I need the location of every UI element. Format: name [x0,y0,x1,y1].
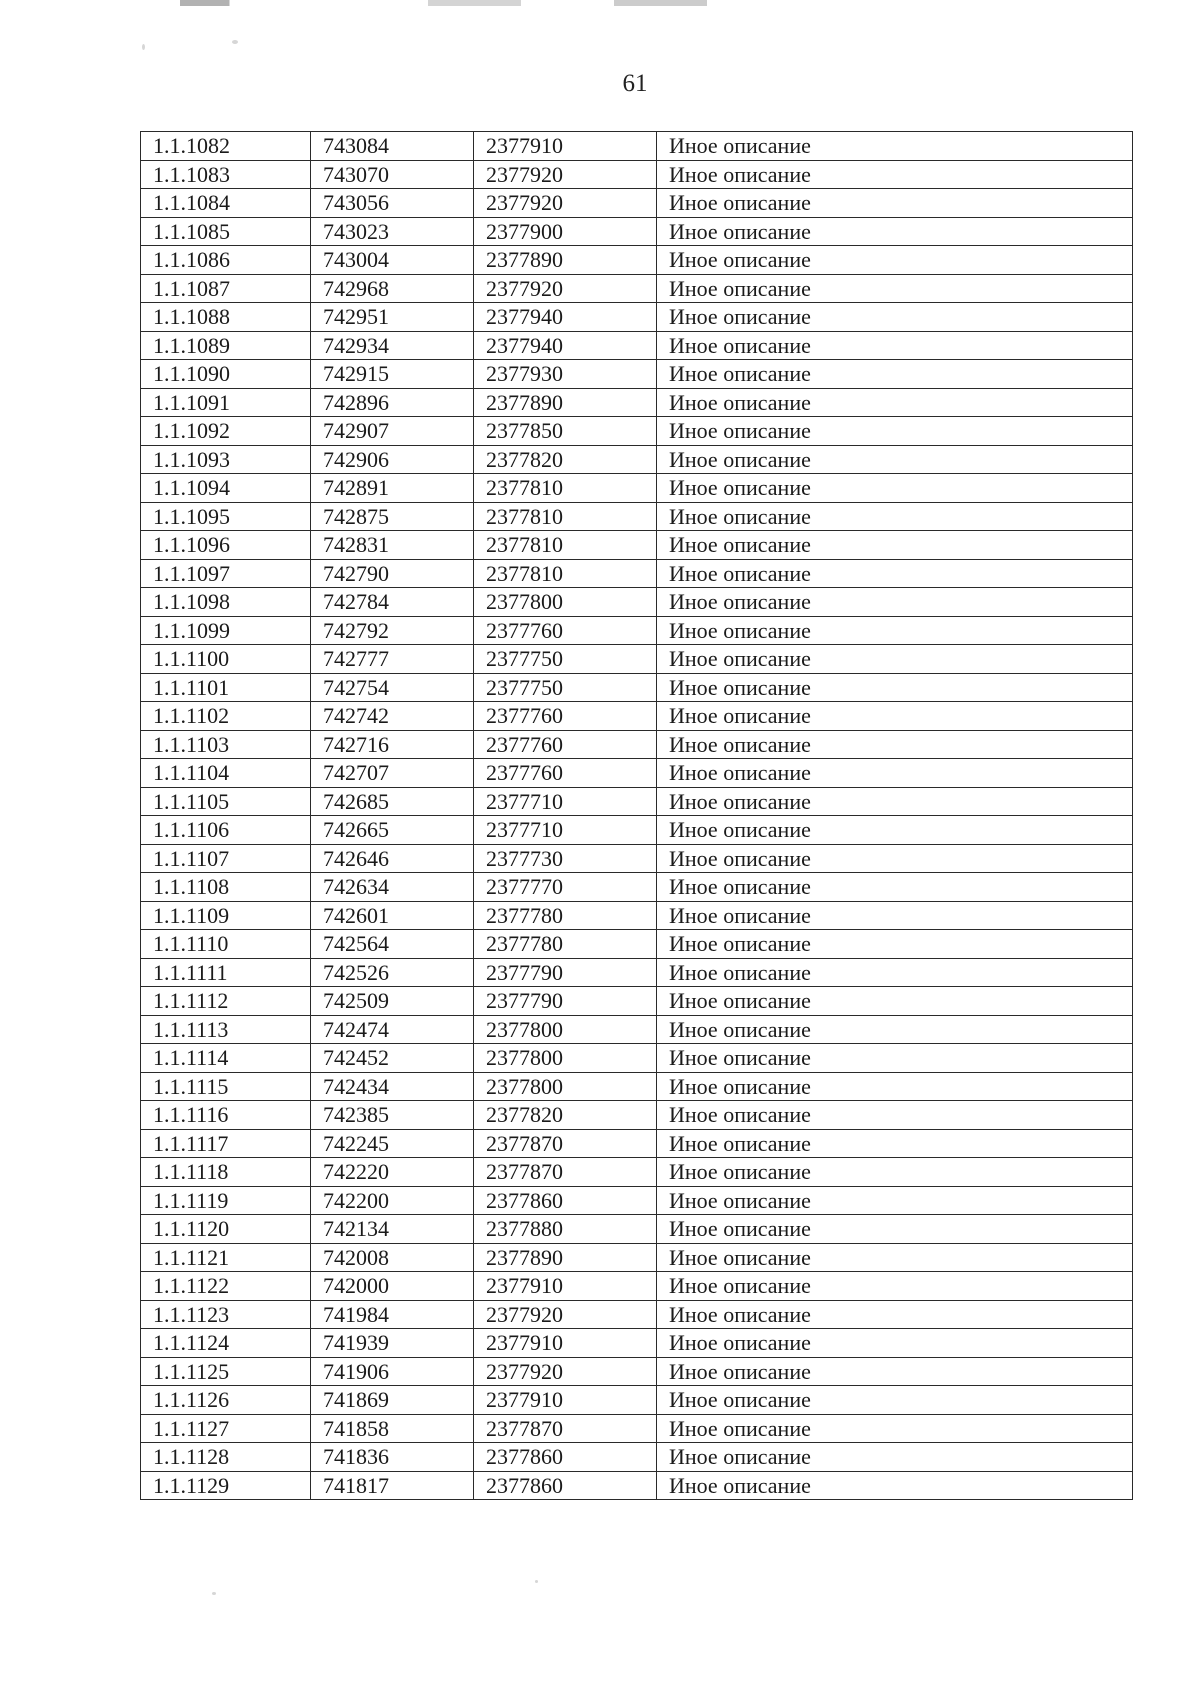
point-number-cell: 1.1.1116 [141,1101,311,1130]
x-coordinate-cell: 742008 [311,1243,474,1272]
point-number-cell: 1.1.1111 [141,958,311,987]
y-coordinate-cell: 2377810 [474,474,657,503]
description-cell: Иное описание [657,1272,1133,1301]
table-row [141,303,1133,332]
description-cell: Иное описание [657,1044,1133,1073]
description-cell: Иное описание [657,901,1133,930]
table-row [141,730,1133,759]
point-number-cell: 1.1.1105 [141,787,311,816]
x-coordinate-cell: 743023 [311,217,474,246]
description-cell: Иное описание [657,588,1133,617]
scan-edge-smudge [180,0,800,6]
x-coordinate-cell: 742790 [311,559,474,588]
y-coordinate-cell: 2377820 [474,445,657,474]
description-cell: Иное описание [657,1471,1133,1500]
description-cell: Иное описание [657,787,1133,816]
description-cell: Иное описание [657,274,1133,303]
table-row [141,531,1133,560]
point-number-cell: 1.1.1126 [141,1386,311,1415]
y-coordinate-cell: 2377770 [474,873,657,902]
x-coordinate-cell: 742564 [311,930,474,959]
x-coordinate-cell: 742474 [311,1015,474,1044]
point-number-cell: 1.1.1089 [141,331,311,360]
point-number-cell: 1.1.1084 [141,189,311,218]
table-row [141,1414,1133,1443]
y-coordinate-cell: 2377940 [474,331,657,360]
x-coordinate-cell: 742906 [311,445,474,474]
table-row [141,1129,1133,1158]
point-number-cell: 1.1.1109 [141,901,311,930]
description-cell: Иное описание [657,1129,1133,1158]
y-coordinate-cell: 2377710 [474,816,657,845]
table-row [141,1386,1133,1415]
y-coordinate-cell: 2377910 [474,1272,657,1301]
scan-speck [535,1580,538,1583]
table-row [141,645,1133,674]
point-number-cell: 1.1.1106 [141,816,311,845]
description-cell: Иное описание [657,1443,1133,1472]
description-cell: Иное описание [657,1015,1133,1044]
table-row [141,901,1133,930]
description-cell: Иное описание [657,1243,1133,1272]
y-coordinate-cell: 2377880 [474,1215,657,1244]
x-coordinate-cell: 742526 [311,958,474,987]
description-cell: Иное описание [657,217,1133,246]
description-cell: Иное описание [657,360,1133,389]
y-coordinate-cell: 2377800 [474,1072,657,1101]
description-cell: Иное описание [657,873,1133,902]
x-coordinate-cell: 743070 [311,160,474,189]
point-number-cell: 1.1.1115 [141,1072,311,1101]
point-number-cell: 1.1.1097 [141,559,311,588]
point-number-cell: 1.1.1129 [141,1471,311,1500]
y-coordinate-cell: 2377760 [474,759,657,788]
point-number-cell: 1.1.1119 [141,1186,311,1215]
x-coordinate-cell: 742968 [311,274,474,303]
table-row [141,759,1133,788]
description-cell: Иное описание [657,160,1133,189]
x-coordinate-cell: 742742 [311,702,474,731]
y-coordinate-cell: 2377870 [474,1158,657,1187]
y-coordinate-cell: 2377920 [474,274,657,303]
y-coordinate-cell: 2377900 [474,217,657,246]
point-number-cell: 1.1.1090 [141,360,311,389]
description-cell: Иное описание [657,987,1133,1016]
description-cell: Иное описание [657,445,1133,474]
y-coordinate-cell: 2377730 [474,844,657,873]
x-coordinate-cell: 742792 [311,616,474,645]
table-row [141,1272,1133,1301]
table-row [141,445,1133,474]
table-row [141,844,1133,873]
table-row [141,1101,1133,1130]
description-cell: Иное описание [657,816,1133,845]
y-coordinate-cell: 2377810 [474,559,657,588]
x-coordinate-cell: 742716 [311,730,474,759]
description-cell: Иное описание [657,673,1133,702]
x-coordinate-cell: 742685 [311,787,474,816]
table-row [141,417,1133,446]
table-row [141,958,1133,987]
y-coordinate-cell: 2377860 [474,1186,657,1215]
x-coordinate-cell: 742875 [311,502,474,531]
table-row [141,1044,1133,1073]
description-cell: Иное описание [657,1386,1133,1415]
x-coordinate-cell: 742777 [311,645,474,674]
y-coordinate-cell: 2377760 [474,702,657,731]
description-cell: Иное описание [657,645,1133,674]
x-coordinate-cell: 742707 [311,759,474,788]
scan-speck [232,40,238,44]
y-coordinate-cell: 2377780 [474,901,657,930]
description-cell: Иное описание [657,1414,1133,1443]
point-number-cell: 1.1.1104 [141,759,311,788]
x-coordinate-cell: 741869 [311,1386,474,1415]
x-coordinate-cell: 743084 [311,132,474,161]
table-row [141,1357,1133,1386]
x-coordinate-cell: 742245 [311,1129,474,1158]
point-number-cell: 1.1.1083 [141,160,311,189]
point-number-cell: 1.1.1113 [141,1015,311,1044]
description-cell: Иное описание [657,417,1133,446]
x-coordinate-cell: 742000 [311,1272,474,1301]
x-coordinate-cell: 743056 [311,189,474,218]
y-coordinate-cell: 2377930 [474,360,657,389]
x-coordinate-cell: 741984 [311,1300,474,1329]
x-coordinate-cell: 741858 [311,1414,474,1443]
y-coordinate-cell: 2377810 [474,531,657,560]
table-row [141,246,1133,275]
x-coordinate-cell: 742934 [311,331,474,360]
description-cell: Иное описание [657,1357,1133,1386]
point-number-cell: 1.1.1121 [141,1243,311,1272]
description-cell: Иное описание [657,189,1133,218]
y-coordinate-cell: 2377790 [474,987,657,1016]
description-cell: Иное описание [657,958,1133,987]
description-cell: Иное описание [657,1329,1133,1358]
description-cell: Иное описание [657,1158,1133,1187]
table-row [141,132,1133,161]
point-number-cell: 1.1.1092 [141,417,311,446]
point-number-cell: 1.1.1102 [141,702,311,731]
point-number-cell: 1.1.1103 [141,730,311,759]
page-number: 61 [622,70,648,97]
description-cell: Иное описание [657,303,1133,332]
description-cell: Иное описание [657,474,1133,503]
y-coordinate-cell: 2377800 [474,1044,657,1073]
table-row [141,702,1133,731]
y-coordinate-cell: 2377750 [474,645,657,674]
point-number-cell: 1.1.1108 [141,873,311,902]
x-coordinate-cell: 742907 [311,417,474,446]
point-number-cell: 1.1.1087 [141,274,311,303]
x-coordinate-cell: 742134 [311,1215,474,1244]
table-row [141,930,1133,959]
y-coordinate-cell: 2377920 [474,1300,657,1329]
point-number-cell: 1.1.1088 [141,303,311,332]
point-number-cell: 1.1.1086 [141,246,311,275]
y-coordinate-cell: 2377800 [474,588,657,617]
table-row [141,502,1133,531]
x-coordinate-cell: 742896 [311,388,474,417]
table-row [141,987,1133,1016]
y-coordinate-cell: 2377870 [474,1129,657,1158]
x-coordinate-cell: 742915 [311,360,474,389]
point-number-cell: 1.1.1107 [141,844,311,873]
y-coordinate-cell: 2377910 [474,1329,657,1358]
point-number-cell: 1.1.1096 [141,531,311,560]
table-row [141,1443,1133,1472]
y-coordinate-cell: 2377760 [474,730,657,759]
table-row [141,873,1133,902]
description-cell: Иное описание [657,1072,1133,1101]
point-number-cell: 1.1.1122 [141,1272,311,1301]
x-coordinate-cell: 741939 [311,1329,474,1358]
table-row [141,360,1133,389]
point-number-cell: 1.1.1101 [141,673,311,702]
x-coordinate-cell: 742754 [311,673,474,702]
x-coordinate-cell: 742452 [311,1044,474,1073]
x-coordinate-cell: 741817 [311,1471,474,1500]
coordinates-table [140,131,1133,1500]
y-coordinate-cell: 2377790 [474,958,657,987]
x-coordinate-cell: 742509 [311,987,474,1016]
y-coordinate-cell: 2377820 [474,1101,657,1130]
description-cell: Иное описание [657,132,1133,161]
y-coordinate-cell: 2377800 [474,1015,657,1044]
point-number-cell: 1.1.1091 [141,388,311,417]
description-cell: Иное описание [657,616,1133,645]
table-row [141,1215,1133,1244]
table-row [141,1300,1133,1329]
table-row [141,559,1133,588]
point-number-cell: 1.1.1125 [141,1357,311,1386]
point-number-cell: 1.1.1093 [141,445,311,474]
table-row [141,1329,1133,1358]
x-coordinate-cell: 742831 [311,531,474,560]
description-cell: Иное описание [657,1101,1133,1130]
x-coordinate-cell: 743004 [311,246,474,275]
y-coordinate-cell: 2377920 [474,1357,657,1386]
y-coordinate-cell: 2377920 [474,189,657,218]
x-coordinate-cell: 742891 [311,474,474,503]
y-coordinate-cell: 2377920 [474,160,657,189]
table-row [141,673,1133,702]
x-coordinate-cell: 741906 [311,1357,474,1386]
table-row [141,189,1133,218]
table-row [141,217,1133,246]
point-number-cell: 1.1.1127 [141,1414,311,1443]
y-coordinate-cell: 2377910 [474,132,657,161]
point-number-cell: 1.1.1117 [141,1129,311,1158]
coordinates-table-body [141,132,1133,1500]
scan-speck [142,44,145,50]
y-coordinate-cell: 2377710 [474,787,657,816]
point-number-cell: 1.1.1082 [141,132,311,161]
point-number-cell: 1.1.1098 [141,588,311,617]
y-coordinate-cell: 2377910 [474,1386,657,1415]
description-cell: Иное описание [657,1215,1133,1244]
description-cell: Иное описание [657,930,1133,959]
y-coordinate-cell: 2377810 [474,502,657,531]
description-cell: Иное описание [657,246,1133,275]
description-cell: Иное описание [657,844,1133,873]
description-cell: Иное описание [657,1186,1133,1215]
description-cell: Иное описание [657,702,1133,731]
point-number-cell: 1.1.1114 [141,1044,311,1073]
x-coordinate-cell: 742434 [311,1072,474,1101]
point-number-cell: 1.1.1110 [141,930,311,959]
y-coordinate-cell: 2377860 [474,1471,657,1500]
table-row [141,1243,1133,1272]
y-coordinate-cell: 2377750 [474,673,657,702]
point-number-cell: 1.1.1100 [141,645,311,674]
y-coordinate-cell: 2377890 [474,388,657,417]
y-coordinate-cell: 2377890 [474,246,657,275]
point-number-cell: 1.1.1120 [141,1215,311,1244]
y-coordinate-cell: 2377860 [474,1443,657,1472]
description-cell: Иное описание [657,730,1133,759]
scan-speck [212,1592,216,1595]
table-row [141,388,1133,417]
point-number-cell: 1.1.1123 [141,1300,311,1329]
y-coordinate-cell: 2377890 [474,1243,657,1272]
table-row [141,1471,1133,1500]
x-coordinate-cell: 742665 [311,816,474,845]
x-coordinate-cell: 742634 [311,873,474,902]
table-row [141,787,1133,816]
description-cell: Иное описание [657,331,1133,360]
point-number-cell: 1.1.1128 [141,1443,311,1472]
description-cell: Иное описание [657,559,1133,588]
x-coordinate-cell: 742951 [311,303,474,332]
description-cell: Иное описание [657,1300,1133,1329]
point-number-cell: 1.1.1112 [141,987,311,1016]
description-cell: Иное описание [657,502,1133,531]
table-row [141,474,1133,503]
table-row [141,331,1133,360]
x-coordinate-cell: 742200 [311,1186,474,1215]
table-row [141,274,1133,303]
point-number-cell: 1.1.1095 [141,502,311,531]
point-number-cell: 1.1.1085 [141,217,311,246]
y-coordinate-cell: 2377850 [474,417,657,446]
point-number-cell: 1.1.1124 [141,1329,311,1358]
table-row [141,1186,1133,1215]
point-number-cell: 1.1.1118 [141,1158,311,1187]
y-coordinate-cell: 2377780 [474,930,657,959]
x-coordinate-cell: 742385 [311,1101,474,1130]
table-row [141,1015,1133,1044]
table-row [141,1072,1133,1101]
description-cell: Иное описание [657,531,1133,560]
table-row [141,1158,1133,1187]
y-coordinate-cell: 2377940 [474,303,657,332]
table-row [141,160,1133,189]
x-coordinate-cell: 742220 [311,1158,474,1187]
point-number-cell: 1.1.1099 [141,616,311,645]
table-row [141,816,1133,845]
x-coordinate-cell: 742646 [311,844,474,873]
table-row [141,588,1133,617]
description-cell: Иное описание [657,759,1133,788]
x-coordinate-cell: 742601 [311,901,474,930]
x-coordinate-cell: 741836 [311,1443,474,1472]
description-cell: Иное описание [657,388,1133,417]
table-row [141,616,1133,645]
x-coordinate-cell: 742784 [311,588,474,617]
y-coordinate-cell: 2377870 [474,1414,657,1443]
point-number-cell: 1.1.1094 [141,474,311,503]
y-coordinate-cell: 2377760 [474,616,657,645]
